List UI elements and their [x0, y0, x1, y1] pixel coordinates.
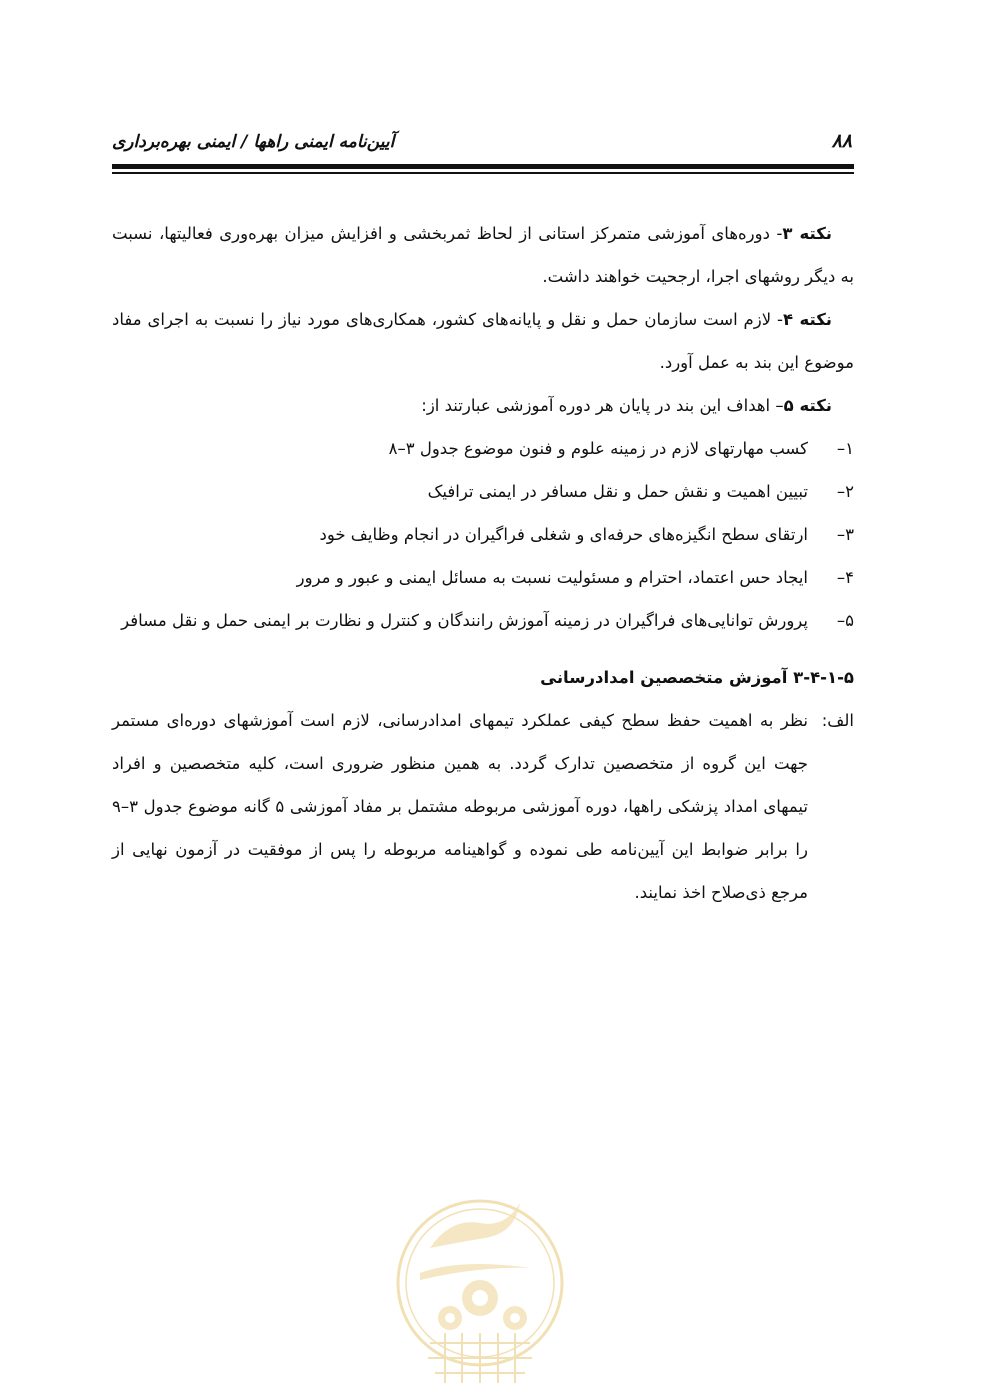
list-item [112, 599, 854, 642]
list-item-number: ۱– [836, 439, 854, 458]
list-item [112, 470, 854, 513]
list-item-number: ۳– [836, 525, 854, 544]
section-item-label: الف: [821, 711, 854, 730]
list-item-text: پرورش توانایی‌های فراگیران در زمینه آموزش رانندگان و کنترل و نظارت بر ایمنی حمل و نقل مسافر [121, 611, 808, 630]
goals-list [112, 427, 854, 642]
page-header [112, 128, 852, 158]
note-5-label: نکته ۵ [783, 396, 832, 415]
running-title: آیین‌نامه ایمنی راهها / ایمنی بهره‌برداری [112, 132, 395, 152]
list-item-number: ۵– [836, 611, 854, 630]
note-4-text: - لازم است سازمان حمل و نقل و پایانه‌های کشور، همکاری‌های مورد نیاز را نسبت به اجرای مفاد موضوع این بند به عمل آورد. [112, 310, 854, 372]
header-rule-thick [112, 164, 854, 169]
list-item-text: تبیین اهمیت و نقش حمل و نقل مسافر در ایمنی ترافیک [427, 482, 808, 501]
note-3 [112, 212, 854, 298]
section-heading: ۳-۴-۱-۵ آموزش متخصصین امدادرسانی [540, 668, 854, 687]
list-item [112, 556, 854, 599]
list-item-text: ارتقای سطح انگیزه‌های حرفه‌ای و شغلی فراگیران در انجام وظایف خود [319, 525, 808, 544]
list-item [112, 427, 854, 470]
section-item-alef [112, 699, 854, 914]
list-item-number: ۴– [836, 568, 854, 587]
note-5-text: – اهداف این بند در پایان هر دوره آموزشی عبارتند از: [421, 396, 784, 415]
note-5 [112, 384, 854, 427]
note-4-label: نکته ۴ [783, 310, 833, 329]
header-rule-thin [112, 172, 854, 174]
section-item-text: نظر به اهمیت حفظ سطح کیفی عملکرد تیمهای امدادرسانی، لازم است آموزشهای دوره‌ای مستمر جهت این گروه از متخصصین تدارک گردد. به همین منظور ضروری است، کلیه متخصصین و افراد تیمهای امداد پزشکی راهها، دوره آموزشی مربوطه مشتمل بر مفاد آموزشی ۵ گانه موضوع جدول ۳–۹ را برابر ضوابط این آیین‌نامه طی نموده و گواهینامه مربوطه را پس از موفقیت در آزمون نهایی از مرجع ذی‌صلاح اخذ نمایند. [112, 711, 809, 902]
list-item [112, 513, 854, 556]
list-item-number: ۲– [836, 482, 854, 501]
list-item-text: ایجاد حس اعتماد، احترام و مسئولیت نسبت به مسائل ایمنی و عبور و مرور [296, 568, 808, 587]
note-3-text: - دوره‌های آموزشی متمرکز استانی از لحاظ ثمربخشی و افزایش میزان بهره‌وری فعالیتها، نسبت به دیگر روشهای اجرا، ارجحیت خواهند داشت. [112, 224, 854, 286]
document-body [112, 212, 854, 914]
publisher-seal-icon [390, 1178, 570, 1388]
list-item-text: کسب مهارتهای لازم در زمینه علوم و فنون موضوع جدول ۳–۸ [388, 439, 808, 458]
note-4 [112, 298, 854, 384]
page-number: ۸۸ [831, 130, 852, 152]
note-3-label: نکته ۳ [782, 224, 832, 243]
